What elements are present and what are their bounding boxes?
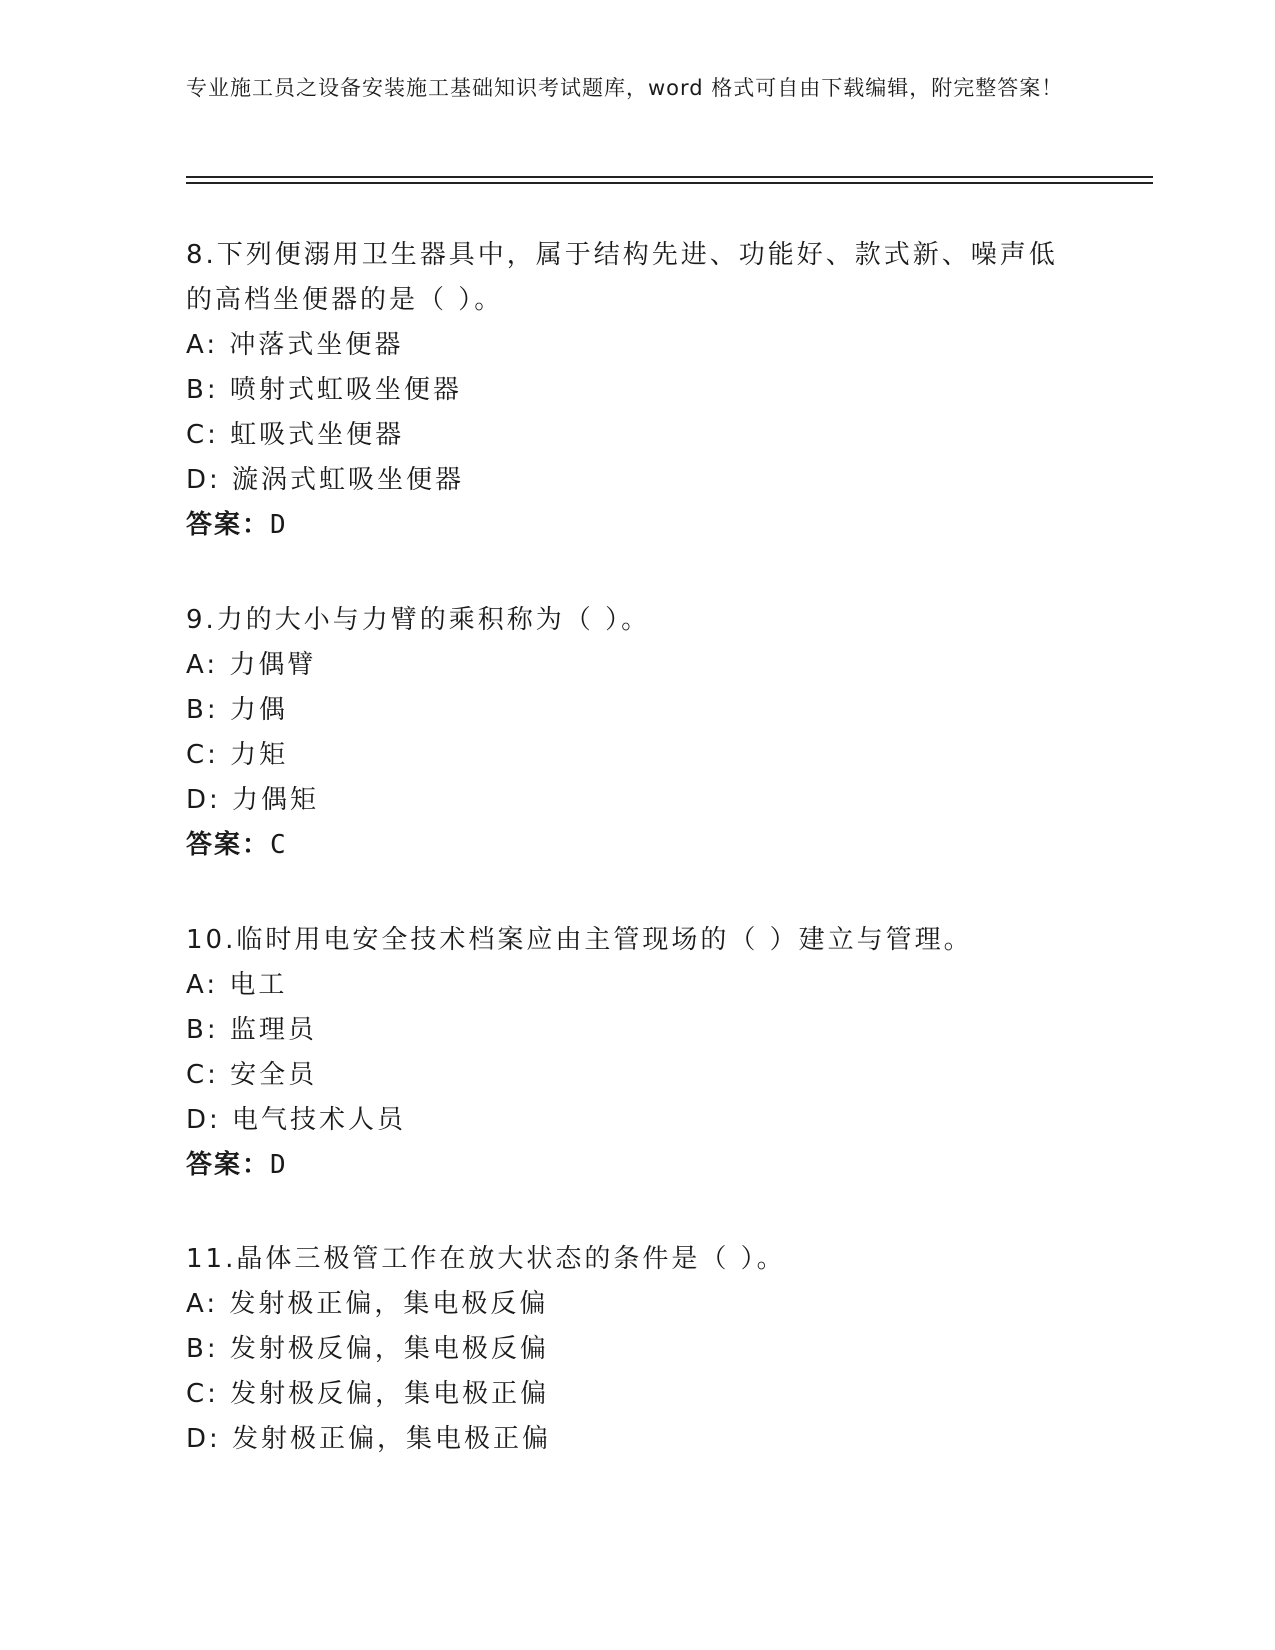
option-b: B: 喷射式虹吸坐便器 bbox=[186, 375, 462, 405]
option-c: C: 虹吸式坐便器 bbox=[186, 420, 405, 450]
option-d: D: 漩涡式虹吸坐便器 bbox=[186, 465, 465, 495]
option-b: B: 发射极反偏，集电极反偏 bbox=[186, 1334, 549, 1364]
option-d: D: 发射极正偏，集电极正偏 bbox=[186, 1424, 552, 1454]
answer-line bbox=[186, 1143, 1066, 1188]
header-divider-bottom bbox=[186, 182, 1153, 184]
answer-line bbox=[186, 503, 1066, 548]
option-c: C: 力矩 bbox=[186, 740, 289, 770]
option-c: C: 安全员 bbox=[186, 1060, 318, 1090]
option-d: D: 力偶矩 bbox=[186, 785, 320, 815]
answer-line bbox=[186, 823, 1066, 868]
document-header bbox=[186, 72, 1066, 105]
option-a: A: 力偶臂 bbox=[186, 650, 317, 680]
question-8 bbox=[186, 233, 1066, 548]
option-b: B: 监理员 bbox=[186, 1015, 317, 1045]
question-stem: 11.晶体三极管工作在放大状态的条件是（ ）。 bbox=[186, 1244, 786, 1274]
header-text: 专业施工员之设备安装施工基础知识考试题库，word 格式可自由下载编辑，附完整答案！ bbox=[186, 76, 1064, 100]
answer-label: 答案： bbox=[186, 510, 271, 540]
question-stem: 9.力的大小与力臂的乘积称为（ ）。 bbox=[186, 605, 651, 635]
option-c: C: 发射极反偏，集电极正偏 bbox=[186, 1379, 550, 1409]
answer-value: D bbox=[270, 510, 287, 540]
answer-value: C bbox=[270, 830, 287, 860]
option-a: A: 电工 bbox=[186, 970, 288, 1000]
option-d: D: 电气技术人员 bbox=[186, 1105, 407, 1135]
header-divider-top bbox=[186, 176, 1153, 178]
answer-label: 答案： bbox=[186, 1150, 271, 1180]
question-9 bbox=[186, 598, 1066, 868]
answer-label: 答案： bbox=[186, 830, 271, 860]
option-b: B: 力偶 bbox=[186, 695, 288, 725]
answer-value: D bbox=[270, 1150, 287, 1180]
option-a: A: 发射极正偏，集电极反偏 bbox=[186, 1289, 549, 1319]
question-10 bbox=[186, 918, 1066, 1188]
question-stem: 8.下列便溺用卫生器具中，属于结构先进、功能好、款式新、噪声低的高档坐便器的是（ ）。 bbox=[186, 240, 1058, 315]
question-11 bbox=[186, 1237, 1066, 1462]
option-a: A: 冲落式坐便器 bbox=[186, 330, 404, 360]
question-stem: 10.临时用电安全技术档案应由主管现场的（ ）建立与管理。 bbox=[186, 925, 973, 955]
